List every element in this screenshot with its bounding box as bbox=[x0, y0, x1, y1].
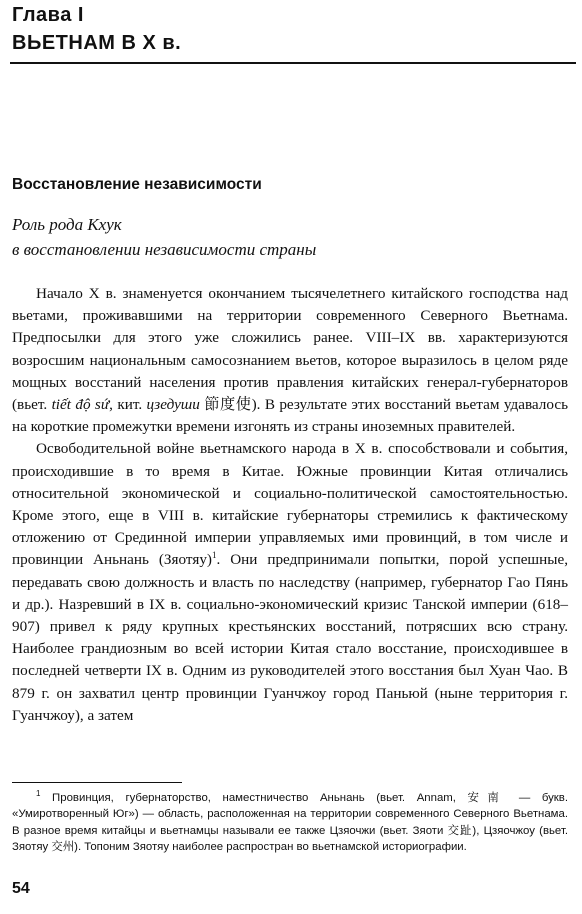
paragraph-1: Начало Х в. знаменуется окончанием тысячелетнего китайского господства над вьетами, проживавшими на территории современного Северного Вьетнама. Предпосылки для этого уже сложились ранее. VIII–IX вв. характеризуются возросшим национальным самосознанием вьетов, которое выразилось в целом ряде мощных восстаний населения против правления китайских генерал-губернаторов (вьет. tiết độ sứ, кит. цзедуши 節度使). В результате этих восстаний вьетам удавалось на короткие промежутки времени изгонять из страны иноземных правителей. bbox=[12, 285, 569, 436]
chapter-label: Глава I bbox=[12, 4, 84, 26]
section-title: Восстановление независимости bbox=[12, 176, 262, 193]
footnote-ref[interactable]: 1 bbox=[212, 550, 217, 561]
footnote-rule bbox=[12, 782, 182, 783]
footnote-number: 1 bbox=[36, 789, 41, 799]
body-text bbox=[12, 283, 568, 727]
paragraph-2: Освободительной войне вьетнамского народа в Х в. способствовали и события, происходившие в то время в Китае. Южные провинции Китая отличались относительной экономической и социально-политической самостоятельностью. Кроме этого, еще в VIII в. китайские губернаторы стремились к фактическому отложению от Срединной империи управляемых ими провинций, в том числе и провинции Аньнань (Зяотяу)$^1$. Они предпринимали попытки, порой успешные, передавать свою должность и власть по наследству (например, губернатор Гао Пянь и др.). Назревший в IX в. социально-экономический кризис Танской империи (618–907) привел к ряду крупных крестьянских восстаний, потрясших всю страну. Наиболее грандиозным во всей истории Китая стало восстание, происходившее в последней четверти IX в. Одним из руководителей этого восстания был Хуан Чао. В 879 г. он захватил центр провинции Гуанчжоу город Паньюй (ныне территория г. Гуанчжоу), а затем bbox=[12, 440, 568, 724]
subtitle-line-1: Роль рода Кхук bbox=[12, 215, 122, 234]
subtitle-line-2: в восстановлении независимости страны bbox=[12, 240, 317, 259]
footnote bbox=[12, 790, 568, 855]
page-number: 54 bbox=[12, 880, 30, 897]
header-rule bbox=[10, 62, 576, 64]
footnote-text: Провинция, губернаторство, наместничество Аньнань (вьет. Annam, 安南 — букв. «Умиротворенный Юг») — область, расположенная на территории современного Северного Вьетнама. В разное время китайцы и вьетнамцы называли ее также Цзяочжи (вьет. Зяоти 交趾), Цзяочжоу (вьет. Зяотяу 交州). Топоним Зяотяу наиболее распростран во вьетнамской историографии. bbox=[12, 792, 568, 853]
chapter-title: ВЬЕТНАМ В Х в. bbox=[12, 32, 182, 54]
vietnamese-term: tiết độ sứ bbox=[51, 396, 110, 414]
chinese-term: цзедуши bbox=[146, 396, 200, 414]
